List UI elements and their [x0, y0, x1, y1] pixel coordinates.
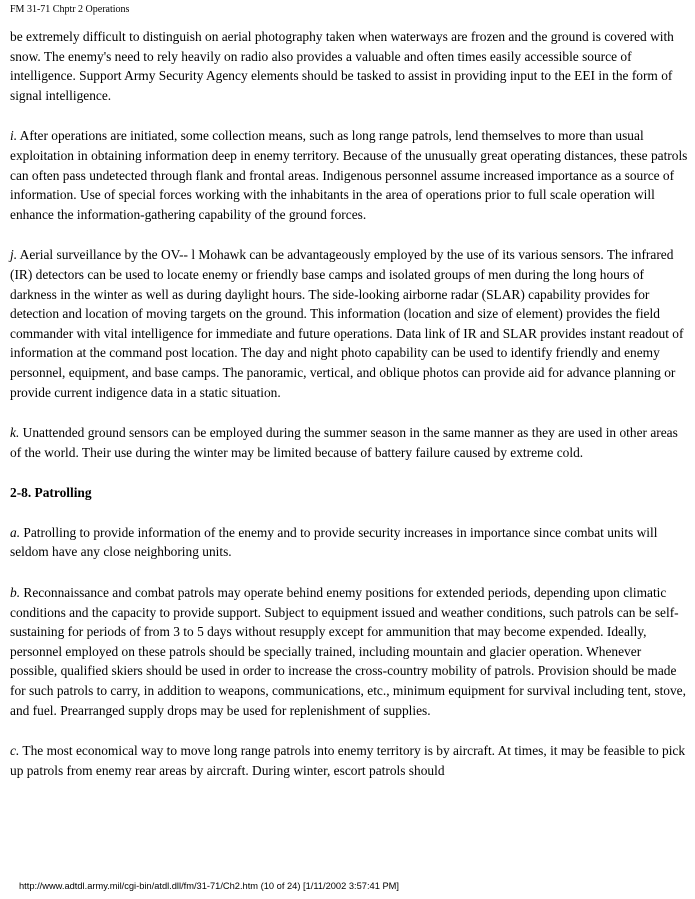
paragraph-letter: k. [10, 425, 20, 441]
paragraph-text: Unattended ground sensors can be employed during the summer season in the same manner as they are used in other areas of the world. Their use during the winter may be limited because of battery failure caused by extreme cold. [10, 425, 678, 460]
paragraph-a [10, 523, 688, 562]
paragraph-c [10, 741, 688, 780]
paragraph-k [10, 423, 688, 462]
paragraph-i [10, 126, 688, 224]
paragraph-text: The most economical way to move long range patrols into enemy territory is by aircraft. At times, it may be feasible to pick up patrols from enemy rear areas by aircraft. During winter, escort patrols should [10, 743, 686, 778]
paragraph-letter: b. [10, 585, 21, 601]
paragraph-letter: a. [10, 524, 21, 540]
paragraph-text: be extremely difficult to distinguish on aerial photography taken when waterways are frozen and the ground is covered with snow. The enemy's need to rely heavily on radio also provides a valuable and often times easily accessible source of intelligence. Support Army Security Agency elements should be tasked to assist in providing input to the EEI in the form of signal intelligence. [10, 29, 674, 103]
running-header: FM 31-71 Chptr 2 Operations [10, 4, 130, 15]
paragraph-text: Reconnaissance and combat patrols may operate behind enemy positions for extended periods, depending upon climatic conditions and the capacity to provide support. Subject to equipment issued and weather conditions, such patrols can be self-sustaining for periods of from 3 to 5 days without resupply except for ammunition that may become expended. Ideally, personnel employed on these patrols should be specially trained, including mountain and glacier operation. Whenever possible, qualified skiers should be used in order to increase the cross-country mobility of patrols. Provision should be made for such patrols to carry, in addition to weapons, communications, etc., minimum equipment for survival including tent, stove, and fuel. Prearranged supply drops may be used for replenishment of supplies. [10, 585, 686, 718]
paragraph-text: Patrolling to provide information of the enemy and to provide security increases in importance since combat units will seldom have any close neighboring units. [10, 524, 658, 560]
paragraph-text: Aerial surveillance by the OV-- l Mohawk can be advantageously employed by the use of its various sensors. The infrared (IR) detectors can be used to locate enemy or friendly base camps and isolated groups of men during the long hours of darkness in the winter as well as during daylight hours. The side-looking airborne radar (SLAR) capability provides for detection and location of moving targets on the ground. This information (location and size of element) provides the field commander with vital intelligence for immediate and future operations. Data link of IR and SLAR provides instant readout of information at the command post location. The day and night photo capability can be used to identify friendly and enemy personnel, equipment, and base camps. The panoramic, vertical, and oblique photos can provide aid for advance planning or provide current indigence data in a static situation. [10, 247, 684, 400]
section-heading: 2-8. Patrolling [10, 485, 92, 501]
paragraph-letter: i. [10, 128, 18, 144]
paragraph-continued [10, 27, 688, 105]
page-source-footer: http://www.adtdl.army.mil/cgi-bin/atdl.dll/fm/31-71/Ch2.htm (10 of 24) [1/11/2002 3:57:41 PM] [19, 881, 399, 891]
document-body [10, 27, 688, 801]
paragraph-letter: c. [10, 743, 20, 759]
paragraph-j [10, 245, 688, 402]
paragraph-text: After operations are initiated, some collection means, such as long range patrols, lend themselves to more than usual exploitation in obtaining information deep in enemy territory. Because of the unusually great operating distances, these patrols can often pass undetected through flank and frontal areas. Indigenous personnel assume increased importance as a source of information. Use of special forces working with the inhabitants in the area of operations prior to full scale operation will enhance the information-gathering capability of the ground forces. [10, 128, 688, 222]
paragraph-b [10, 583, 688, 720]
paragraph-letter: j. [10, 247, 18, 263]
